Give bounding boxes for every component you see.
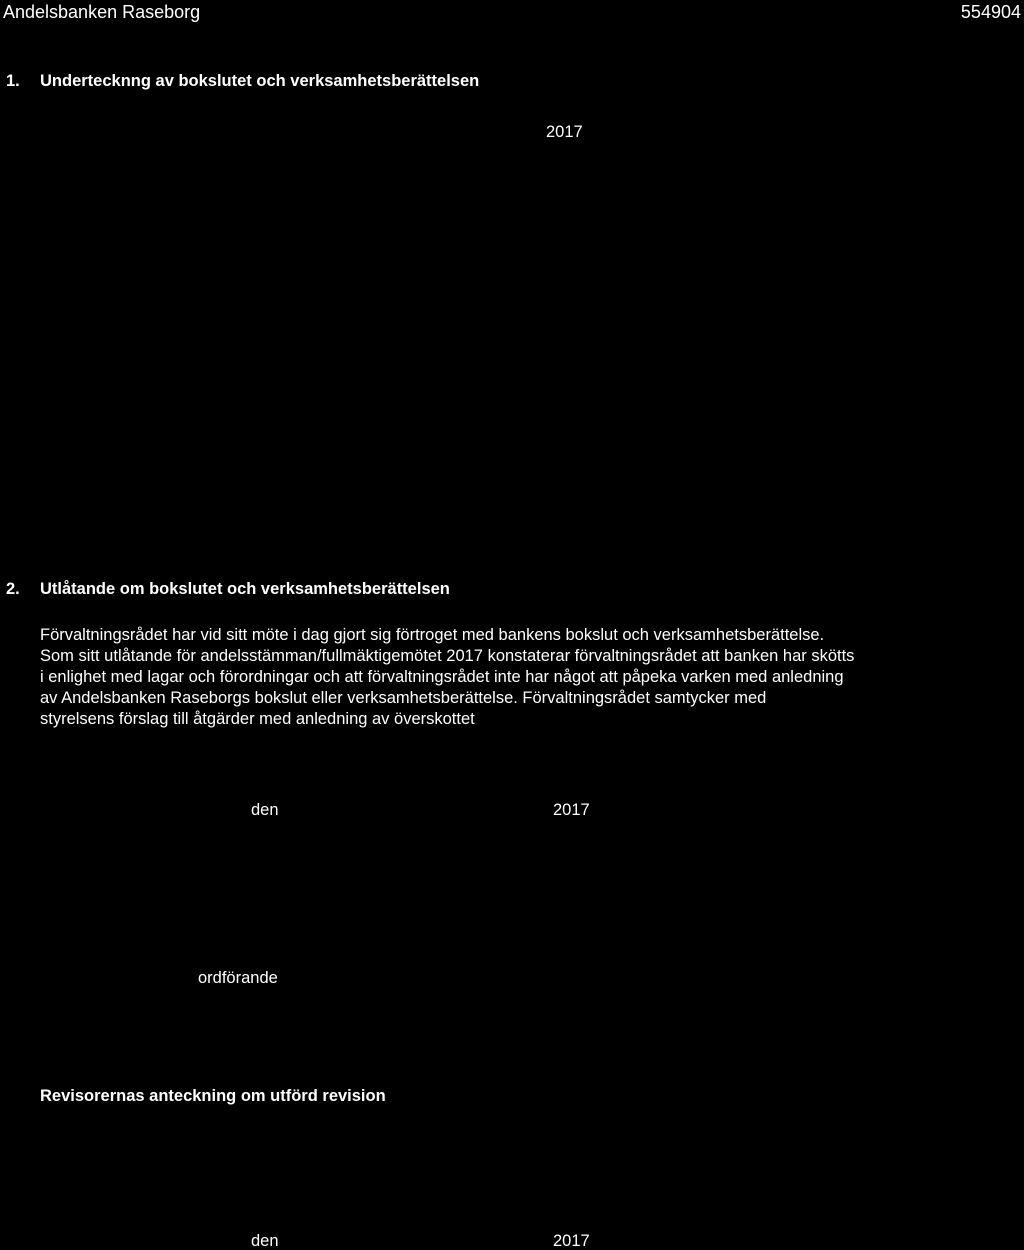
auditors-title: Revisorernas anteckning om utförd revision — [40, 1087, 386, 1105]
statement-line: av Andelsbanken Raseborgs bokslut eller verksamhetsberättelse. Förvaltningsrådet samtycker med — [40, 689, 767, 707]
section-2-title: Utlåtande om bokslutet och verksamhetsberättelsen — [40, 580, 450, 598]
statement-line: Som sitt utlåtande för andelsstämman/fullmäktigemötet 2017 konstaterar förvaltningsrådet att banken har skötts — [40, 647, 855, 665]
auditors-date-den-label: den — [251, 1232, 279, 1250]
section-1-title: Undertecknng av bokslutet och verksamhetsberättelsen — [40, 72, 480, 90]
section-2-number: 2. — [6, 580, 20, 598]
document-code: 554904 — [960, 2, 1021, 22]
statement-line: Förvaltningsrådet har vid sitt möte i dag gjort sig förtroget med bankens bokslut och verksamhetsberättelse. — [40, 626, 825, 644]
date-year: 2017 — [553, 801, 590, 819]
statement-paragraph — [40, 625, 1000, 730]
auditors-date-year: 2017 — [553, 1232, 590, 1250]
date-den-label: den — [251, 801, 279, 819]
signature-role-chair: ordförande — [198, 969, 278, 987]
section-1-number: 1. — [6, 72, 20, 90]
statement-line: styrelsens förslag till åtgärder med anledning av överskottet — [40, 710, 475, 728]
bank-name: Andelsbanken Raseborg — [3, 2, 201, 22]
section-1-year: 2017 — [546, 123, 583, 141]
statement-line: i enlighet med lagar och förordningar och att förvaltningsrådet inte har något att påpeka varken med anledning — [40, 668, 844, 686]
